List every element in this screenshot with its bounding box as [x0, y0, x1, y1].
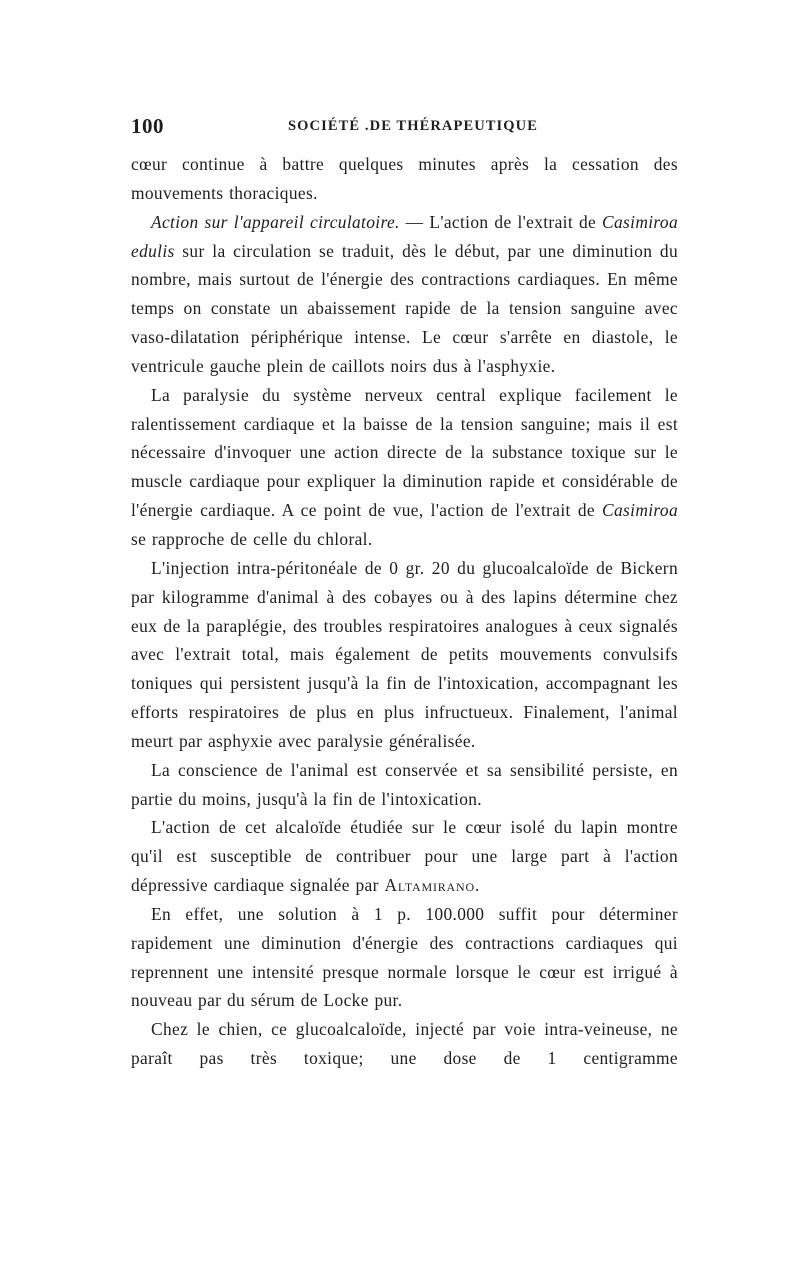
genus-name-italic: Casimiroa — [602, 500, 678, 521]
paragraph-6-text-a: L'action de cet alcaloïde étudiée sur le cœur isolé du lapin montre qu'il est susceptible de contribuer pour une large part à l'action dépressive cardiaque signalée par — [131, 817, 678, 896]
paragraph-8-text: Chez le chien, ce glucoalcaloïde, injecté par voie intra-veineuse, ne paraît pas très toxique; une dose de 1 centigramme — [131, 1019, 678, 1069]
author-name-smallcaps: Altamirano — [384, 875, 475, 896]
heading-dash: — — [399, 211, 430, 232]
paragraph-2 — [131, 208, 678, 381]
paragraph-6-text-b: . — [474, 875, 480, 896]
paragraph-3 — [131, 381, 678, 554]
paragraph-7 — [131, 900, 678, 1015]
paragraph-2-text-b: sur la circulation se traduit, dès le début, par une diminution du nombre, mais surtout de l'énergie des contractions cardiaques. En même temps on constate un abaissement rapide de la tension sanguine avec vaso-dilatation périphérique intense. Le cœur s'arrête en diastole, le ventricule gauche plein de caillots noirs dus à l'asphyxie. — [131, 240, 678, 376]
paragraph-3-text-b: se rapproche de celle du chloral. — [131, 528, 373, 549]
paragraph-3-text-a: La paralysie du système nerveux central explique facilement le ralentissement cardiaque et la baisse de la tension sanguine; mais il est nécessaire d'invoquer une action directe de la substance toxique sur le muscle cardiaque pour expliquer la diminution rapide et considérable de l'énergie cardiaque. A ce point de vue, l'action de l'extrait de — [131, 384, 678, 521]
body-text — [131, 150, 678, 1073]
paragraph-4-text: L'injection intra-péritonéale de 0 gr. 20 du glucoalcaloïde de Bickern par kilogramme d'animal à des cobayes ou à des lapins détermine chez eux de la paraplégie, des troubles respiratoires analogues à ceux signalés avec l'extrait total, mais également de petits mouvements convulsifs toniques qui persistent jusqu'à la fin de l'intoxication, accompagnant les efforts respiratoires de plus en plus infructueux. Finalement, l'animal meurt par asphyxie avec paralysie généralisée. — [131, 557, 678, 751]
paragraph-2-text-a: L'action de l'extrait de — [429, 211, 603, 232]
species-name-italic: Casimiroa edulis — [131, 211, 678, 261]
paragraph-8 — [131, 1015, 678, 1073]
paragraph-1 — [131, 150, 678, 208]
paragraph-1-text: cœur continue à battre quelques minutes après la cessation des mouvements thoraciques. — [131, 154, 678, 203]
paragraph-7-text: En effet, une solution à 1 p. 100.000 suffit pour déterminer rapidement une diminution d'énergie des contractions cardiaques qui reprennent une intensité presque normale lorsque le cœur est irrigué à nouveau par du sérum de Locke pur. — [131, 903, 678, 1011]
paragraph-6 — [131, 813, 678, 900]
page-number: 100 — [131, 114, 164, 138]
page-header — [131, 114, 676, 140]
paragraph-4 — [131, 554, 678, 756]
section-heading-circulatory: Action sur l'appareil circulatoire. — [151, 211, 400, 232]
paragraph-5-text: La conscience de l'animal est conservée et sa sensibilité persiste, en partie du moins, jusqu'à la fin de l'intoxication. — [131, 759, 678, 809]
paragraph-5 — [131, 756, 678, 814]
running-title: SOCIÉTÉ .DE THÉRAPEUTIQUE — [288, 118, 539, 134]
